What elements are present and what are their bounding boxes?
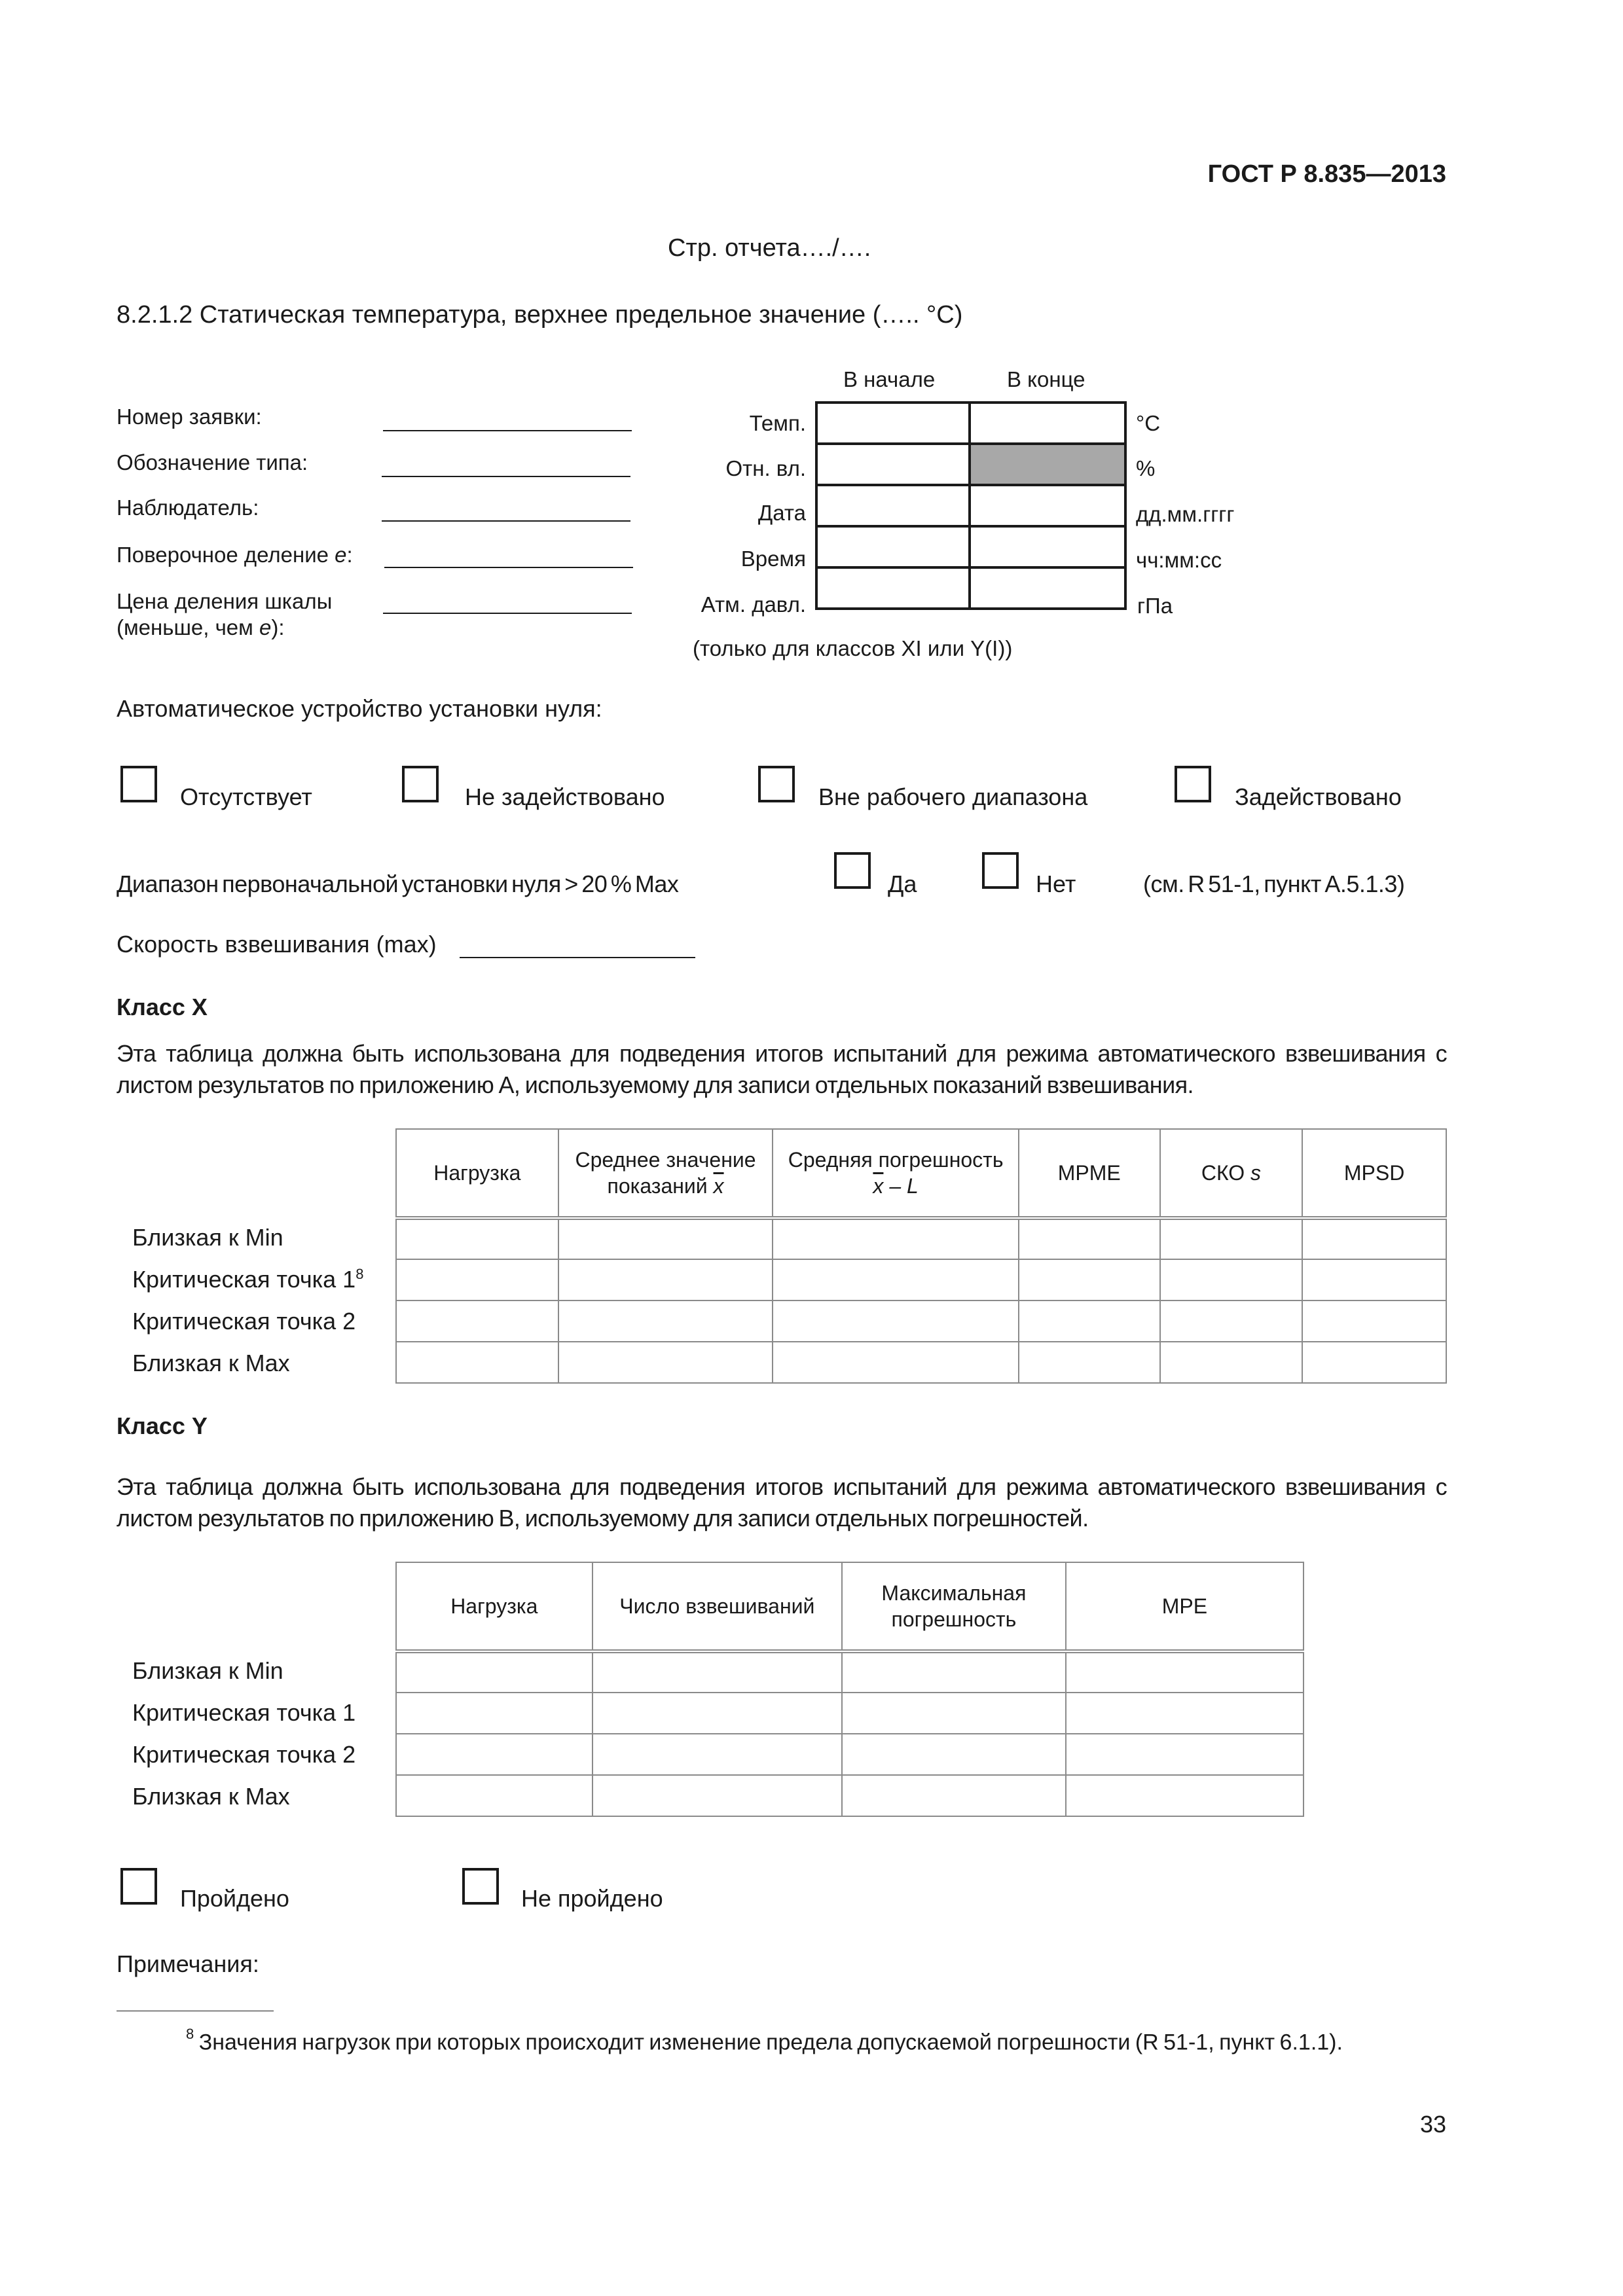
zero-not-engaged-checkbox[interactable] bbox=[402, 766, 439, 802]
table-row bbox=[396, 1342, 1446, 1383]
table-row bbox=[396, 1651, 1304, 1693]
class-x-col-mean: Среднее значение показаний $\overline{x}$ bbox=[558, 1129, 773, 1218]
table-row bbox=[396, 1218, 1446, 1259]
field-input-application[interactable] bbox=[383, 430, 632, 431]
zero-range-no-label: Нет bbox=[1036, 870, 1076, 897]
field-label-scale-interval: Цена деления шкалы bbox=[117, 589, 333, 613]
table-row bbox=[396, 1734, 1304, 1775]
class-x-row-label-critical-1: Критическая точка $1^8$ bbox=[132, 1266, 364, 1293]
class-y-row-label-min: Близкая к Min bbox=[132, 1657, 283, 1684]
env-row-date bbox=[816, 485, 1125, 526]
zero-range-no-checkbox[interactable] bbox=[982, 852, 1019, 889]
footnote-text: Значения нагрузок при которых происходит изменение предела допускаемой погрешности (R 51-1, пункт 6.1.1). bbox=[198, 2030, 1343, 2055]
class-y-col-max-error: Максимальная погрешность bbox=[842, 1562, 1066, 1651]
passed-label: Пройдено bbox=[180, 1885, 289, 1912]
class-y-col-load: Нагрузка bbox=[396, 1562, 593, 1651]
class-y-row-label-max: Близкая к Max bbox=[132, 1783, 290, 1810]
class-x-col-mpme: MPME bbox=[1019, 1129, 1160, 1218]
class-y-row-label-critical-1: Критическая точка 1 bbox=[132, 1699, 356, 1726]
field-label-type: Обозначение типа: bbox=[117, 450, 308, 475]
env-cell-pressure-start[interactable] bbox=[816, 567, 970, 609]
env-cell-date-end[interactable] bbox=[970, 485, 1125, 526]
field-input-scale-interval[interactable] bbox=[383, 613, 632, 614]
env-unit-date: дд.мм.гггг bbox=[1136, 502, 1235, 526]
table-row bbox=[396, 1693, 1304, 1734]
env-cell-temp-end[interactable] bbox=[970, 403, 1125, 444]
env-col-end: В конце bbox=[1007, 367, 1085, 391]
env-unit-temp: °С bbox=[1136, 411, 1161, 435]
field-label-scale-interval-note: (меньше, чем e): bbox=[117, 615, 285, 639]
footnote-reference: 8 bbox=[356, 1266, 364, 1282]
zero-out-of-range-checkbox[interactable] bbox=[758, 766, 795, 802]
zero-out-of-range-label: Вне рабочего диапазона bbox=[818, 783, 1088, 810]
env-unit-pressure: гПа bbox=[1137, 594, 1173, 618]
class-y-col-mpe: MPE bbox=[1066, 1562, 1304, 1651]
env-cell-humidity-end-shaded bbox=[970, 444, 1125, 485]
notes-label: Примечания: bbox=[117, 1950, 259, 1977]
class-x-row-label-critical-2: Критическая точка 2 bbox=[132, 1308, 356, 1335]
env-cell-humidity-start[interactable] bbox=[816, 444, 970, 485]
zero-absent-checkbox[interactable] bbox=[120, 766, 157, 802]
env-row-label-temp: Темп. bbox=[749, 411, 806, 435]
env-row-label-time: Время bbox=[740, 547, 806, 571]
standard-number: ГОСТ Р 8.835—2013 bbox=[1207, 160, 1446, 188]
field-input-observer[interactable] bbox=[382, 520, 630, 522]
env-cell-date-start[interactable] bbox=[816, 485, 970, 526]
class-x-description: Эта таблица должна быть использована для подведения итогов испытаний для режима автоматического взвешивания с листом результатов по приложению А, используемому для записи отдельных показаний взвешивания. bbox=[117, 1040, 1447, 1098]
env-row-time bbox=[816, 526, 1125, 567]
footnote bbox=[117, 2021, 1447, 2058]
zero-absent-label: Отсутствует bbox=[180, 783, 312, 810]
class-y-title: Класс Y bbox=[117, 1412, 208, 1439]
report-page-counter: Стр. отчета…./…. bbox=[668, 234, 871, 262]
class-x-col-mpsd: MPSD bbox=[1302, 1129, 1446, 1218]
table-row bbox=[396, 1775, 1304, 1816]
env-cell-time-end[interactable] bbox=[970, 526, 1125, 567]
env-row-label-pressure: Атм. давл. bbox=[701, 592, 806, 617]
weighing-speed-label: Скорость взвешивания (max) bbox=[117, 931, 437, 958]
class-y-header-row bbox=[396, 1562, 1304, 1651]
class-x-title: Класс X bbox=[117, 994, 208, 1020]
class-x-col-load: Нагрузка bbox=[396, 1129, 558, 1218]
field-label-observer: Наблюдатель: bbox=[117, 495, 259, 520]
table-row bbox=[396, 1300, 1446, 1342]
env-row-label-humidity: Отн. вл. bbox=[725, 456, 806, 480]
page-number: 33 bbox=[1419, 2111, 1446, 2138]
section-title: 8.2.1.2 Статическая температура, верхнее предельное значение (….. °С) bbox=[117, 301, 963, 329]
class-x-row-label-max: Близкая к Max bbox=[132, 1350, 290, 1376]
class-x-table bbox=[395, 1128, 1447, 1384]
zero-not-engaged-label: Не задействовано bbox=[465, 783, 665, 810]
footnote-mark: 8 bbox=[186, 2026, 194, 2042]
zero-range-label: Диапазон первоначальной установки нуля > 20 % Max bbox=[117, 870, 679, 897]
weighing-speed-input[interactable] bbox=[460, 957, 695, 958]
env-cell-temp-start[interactable] bbox=[816, 403, 970, 444]
class-y-table bbox=[395, 1562, 1304, 1817]
zero-range-reference: (см. R 51-1, пункт A.5.1.3) bbox=[1143, 870, 1405, 897]
class-x-header-row bbox=[396, 1129, 1446, 1218]
env-unit-humidity: % bbox=[1136, 456, 1156, 480]
field-input-verification-division[interactable] bbox=[384, 567, 633, 568]
passed-checkbox[interactable] bbox=[120, 1868, 157, 1905]
env-unit-time: чч:мм:сс bbox=[1136, 548, 1222, 572]
table-row bbox=[396, 1259, 1446, 1300]
failed-checkbox[interactable] bbox=[462, 1868, 499, 1905]
class-y-col-count: Число взвешиваний bbox=[593, 1562, 843, 1651]
class-x-col-mean-error: Средняя погрешность $\overline{x}$ – L bbox=[773, 1129, 1019, 1218]
env-row-humidity bbox=[816, 444, 1125, 485]
class-x-row-label-min: Близкая к Min bbox=[132, 1224, 283, 1251]
class-y-row-label-critical-2: Критическая точка 2 bbox=[132, 1741, 356, 1768]
field-label-application: Номер заявки: bbox=[117, 404, 262, 429]
zero-range-yes-checkbox[interactable] bbox=[834, 852, 871, 889]
field-label-verification-division: Поверочное деление e: bbox=[117, 543, 353, 567]
class-x-col-sko: СКО s bbox=[1160, 1129, 1303, 1218]
zero-device-label: Автоматическое устройство установки нуля: bbox=[117, 695, 602, 722]
zero-range-yes-label: Да bbox=[888, 870, 917, 897]
class-y-description: Эта таблица должна быть использована для подведения итогов испытаний для режима автоматического взвешивания с листом результатов по приложению В, используемому для записи отдельных погрешностей. bbox=[117, 1473, 1447, 1532]
env-row-temp bbox=[816, 403, 1125, 444]
env-table-note: (только для классов XI или Y(I)) bbox=[693, 636, 1013, 660]
env-col-start: В начале bbox=[843, 367, 936, 391]
env-row-pressure bbox=[816, 567, 1125, 609]
field-input-type[interactable] bbox=[382, 476, 630, 477]
environment-table bbox=[815, 401, 1127, 610]
zero-engaged-label: Задействовано bbox=[1235, 783, 1402, 810]
env-row-label-date: Дата bbox=[757, 501, 806, 525]
failed-label: Не пройдено bbox=[521, 1885, 663, 1912]
zero-engaged-checkbox[interactable] bbox=[1175, 766, 1211, 802]
env-cell-time-start[interactable] bbox=[816, 526, 970, 567]
env-cell-pressure-end[interactable] bbox=[970, 567, 1125, 609]
